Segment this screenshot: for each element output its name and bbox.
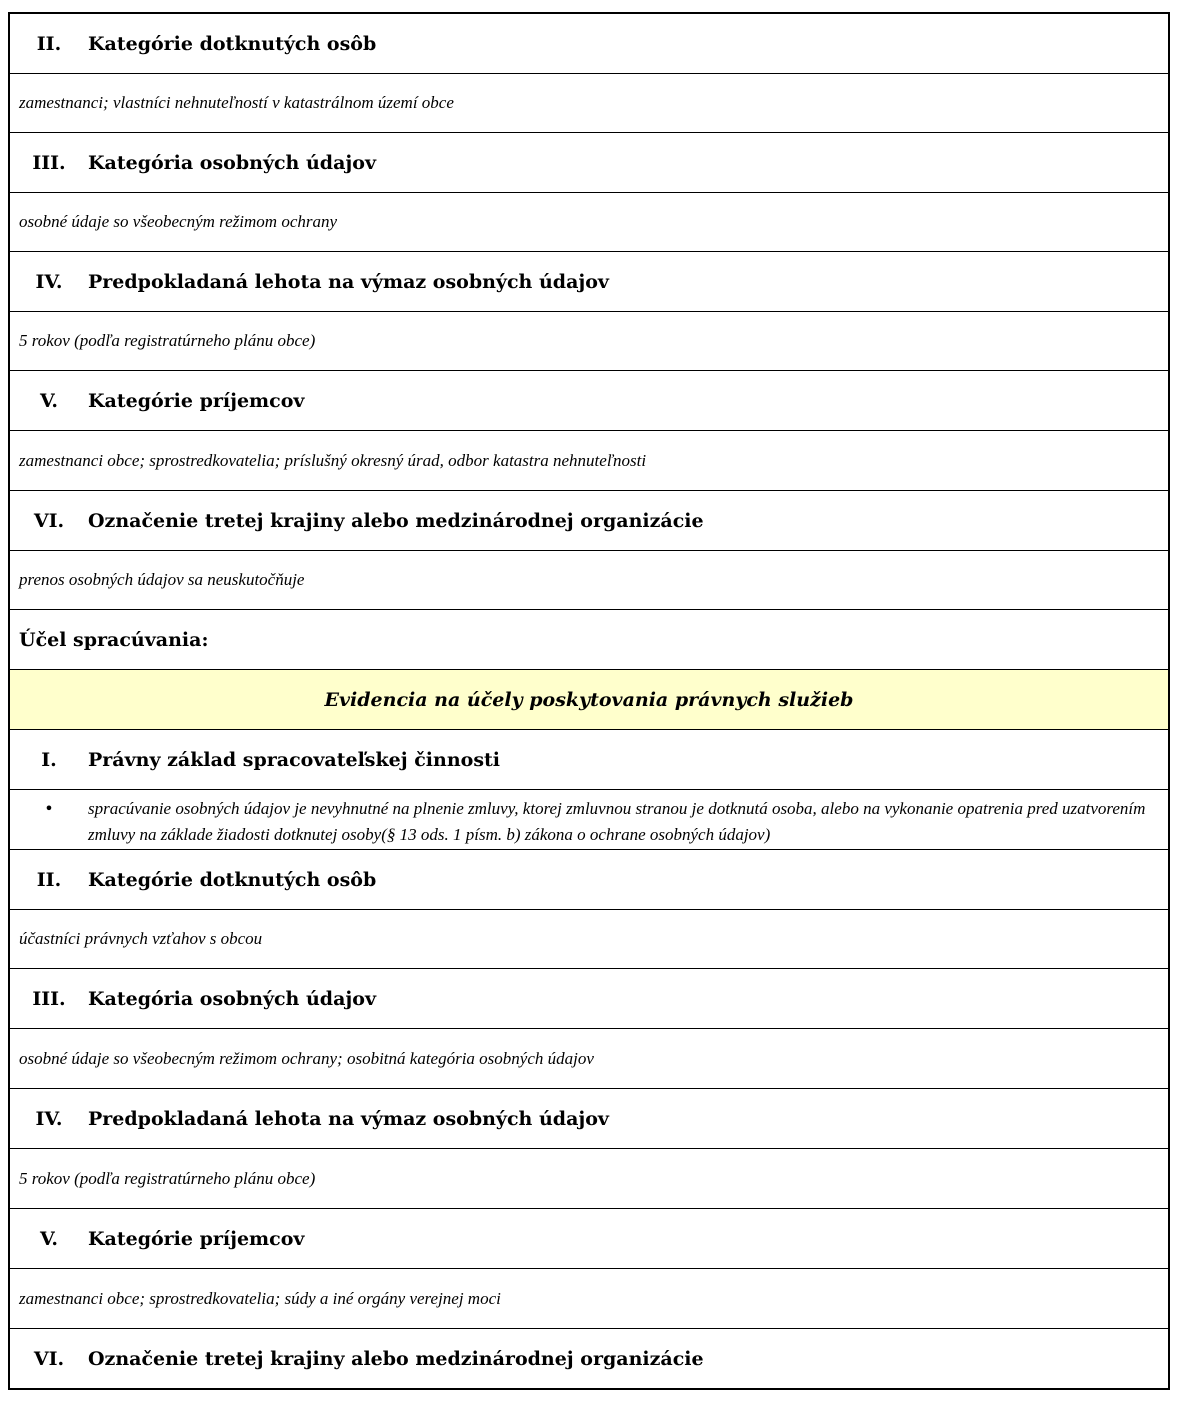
- section-numeral: IV.: [35, 270, 63, 293]
- section-heading-label: Predpokladaná lehota na výmaz osobných údajov: [88, 270, 609, 293]
- section-value-data-subjects: [10, 73, 1168, 132]
- bullet-list-item: [10, 790, 1148, 848]
- section-numeral: V.: [39, 389, 59, 412]
- section-numeral: II.: [36, 32, 62, 55]
- section-value-text: osobné údaje so všeobecným režimom ochrany; osobitná kategória osobných údajov: [19, 1048, 594, 1068]
- section-heading-data-category: [10, 968, 1168, 1028]
- section-numeral: VI.: [33, 1347, 65, 1370]
- section-numeral: III.: [32, 987, 66, 1010]
- section-heading-label: Kategória osobných údajov: [88, 151, 376, 174]
- section-numeral: IV.: [35, 1107, 63, 1130]
- section-numeral: V.: [39, 1227, 59, 1250]
- section-value-legal-basis: [10, 789, 1168, 849]
- purpose-title-row: [10, 669, 1168, 729]
- bullet-icon: •: [44, 799, 54, 818]
- section-heading-third-country: [10, 1328, 1168, 1388]
- purpose-label: Účel spracúvania:: [19, 628, 209, 651]
- section-value-retention: [10, 311, 1168, 370]
- section-heading-label: Právny základ spracovateľskej činnosti: [88, 748, 501, 771]
- section-heading-label: Označenie tretej krajiny alebo medzinárodnej organizácie: [88, 1347, 704, 1370]
- section-value-third-country: [10, 550, 1168, 609]
- section-numeral: II.: [36, 868, 62, 891]
- section-value-data-subjects: [10, 909, 1168, 968]
- section-value-data-category: [10, 192, 1168, 251]
- section-value-text: prenos osobných údajov sa neuskutočňuje: [19, 570, 305, 589]
- section-heading-label: Kategória osobných údajov: [88, 987, 376, 1010]
- section-heading-recipients: [10, 370, 1168, 430]
- section-value-text: 5 rokov (podľa registratúrneho plánu obce): [19, 331, 316, 350]
- section-heading-recipients: [10, 1208, 1168, 1268]
- section-heading-label: Označenie tretej krajiny alebo medzinárodnej organizácie: [88, 509, 704, 532]
- section-numeral: VI.: [33, 509, 65, 532]
- section-value-text: osobné údaje so všeobecným režimom ochrany: [19, 212, 338, 231]
- section-value-recipients: [10, 1268, 1168, 1328]
- section-heading-retention: [10, 1088, 1168, 1148]
- section-numeral: I.: [41, 748, 57, 771]
- processing-records-table: [8, 12, 1170, 1390]
- section-heading-label: Kategórie príjemcov: [88, 389, 305, 412]
- section-numeral: III.: [32, 151, 66, 174]
- section-heading-retention: [10, 251, 1168, 311]
- purpose-label-row: [10, 609, 1168, 669]
- section-value-text: zamestnanci obce; sprostredkovatelia; príslušný okresný úrad, odbor katastra nehnuteľnosti: [19, 450, 647, 470]
- section-value-retention: [10, 1148, 1168, 1208]
- section-heading-data-subjects: [10, 14, 1168, 73]
- section-value-data-category: [10, 1028, 1168, 1088]
- purpose-title: Evidencia na účely poskytovania právnych služieb: [324, 688, 854, 711]
- section-heading-data-subjects: [10, 849, 1168, 909]
- section-value-recipients: [10, 430, 1168, 490]
- section-heading-label: Predpokladaná lehota na výmaz osobných údajov: [88, 1107, 609, 1130]
- section-value-text: zamestnanci; vlastníci nehnuteľností v katastrálnom území obce: [19, 93, 454, 112]
- section-value-text: účastníci právnych vzťahov s obcou: [19, 929, 263, 948]
- bullet-text: spracúvanie osobných údajov je nevyhnutné na plnenie zmluvy, ktorej zmluvnou stranou je dotknutá osoba, alebo na vykonanie opatrenia pred uzatvorením zmluvy na základe žiadosti dotknutej osoby(§ 13 ods. 1 písm. b) zákona o ochrane osobných údajov): [88, 799, 1146, 844]
- section-heading-label: Kategórie príjemcov: [88, 1227, 305, 1250]
- section-heading-data-category: [10, 132, 1168, 192]
- section-heading-label: Kategórie dotknutých osôb: [88, 868, 377, 891]
- section-value-text: zamestnanci obce; sprostredkovatelia; súdy a iné orgány verejnej moci: [19, 1288, 501, 1308]
- section-heading-legal-basis: [10, 729, 1168, 789]
- section-value-text: 5 rokov (podľa registratúrneho plánu obce): [19, 1168, 316, 1188]
- section-heading-label: Kategórie dotknutých osôb: [88, 32, 377, 55]
- section-heading-third-country: [10, 490, 1168, 550]
